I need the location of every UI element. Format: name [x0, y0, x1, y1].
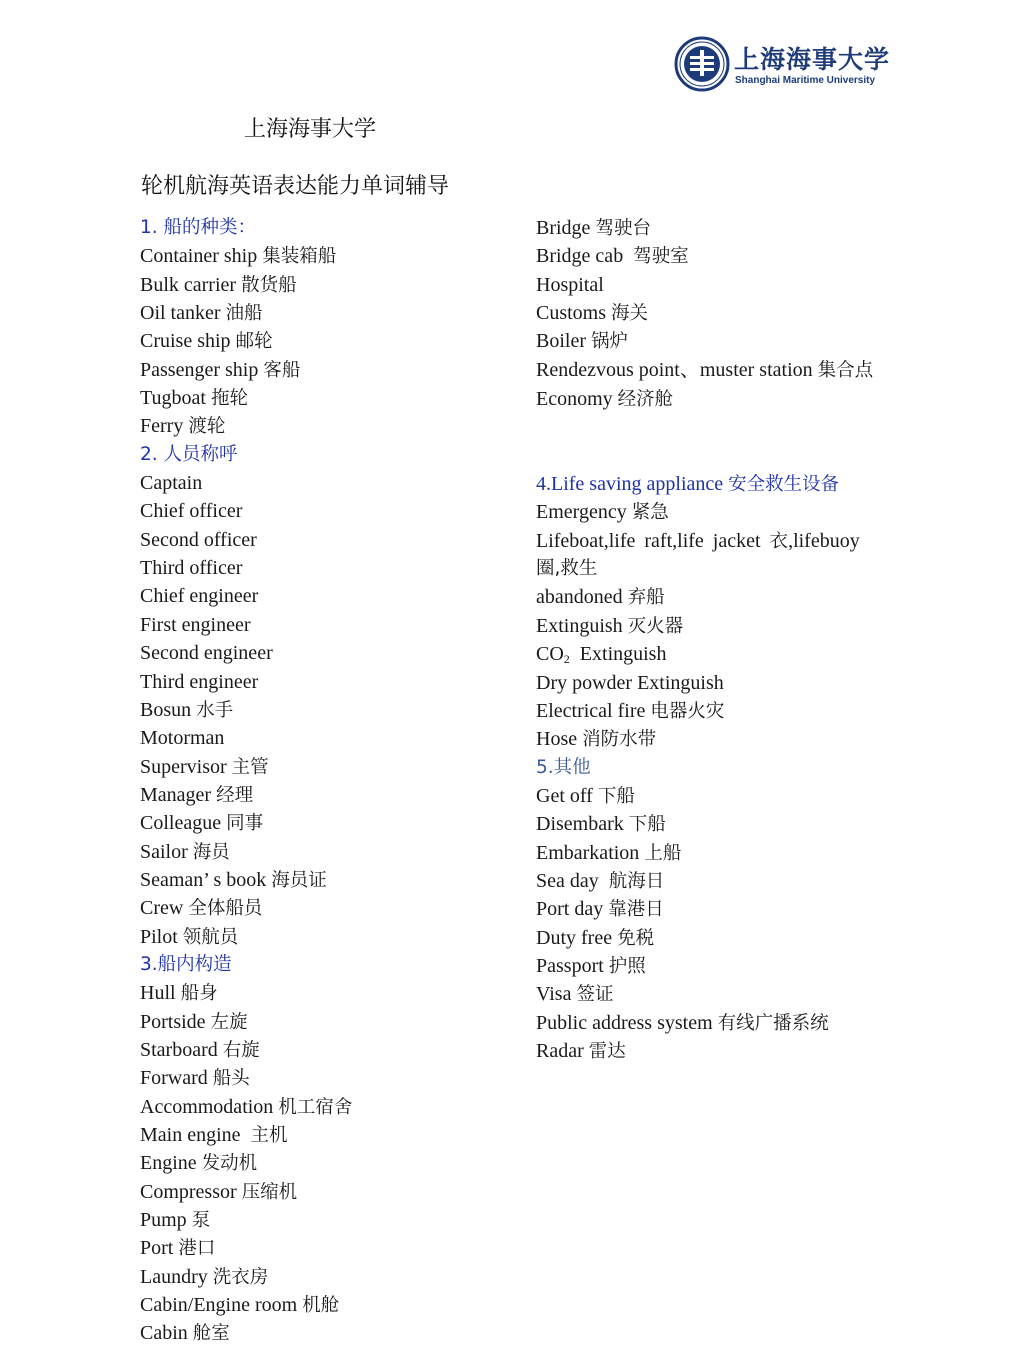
vocab-chinese: 驾驶室	[633, 246, 689, 268]
co2-subscript: 2	[563, 652, 570, 667]
vocab-english: Engine	[140, 1152, 197, 1175]
vocab-item	[140, 923, 520, 951]
vocab-item-economy	[536, 385, 896, 413]
vocab-chinese: 弃船	[627, 587, 665, 609]
vocab-chinese: 洗衣房	[212, 1266, 269, 1288]
vocab-chinese: 海员证	[271, 869, 327, 891]
vocab-english: Compressor	[140, 1180, 237, 1203]
vocab-english: Embarkation	[536, 841, 640, 864]
vocab-item	[140, 1319, 520, 1347]
vocab-english: Boiler	[536, 330, 586, 353]
vocab-english: Third officer	[140, 557, 243, 580]
vocab-english: Passport	[536, 954, 604, 977]
vocab-english: Tugboat	[140, 387, 206, 410]
vocab-english: CO	[536, 643, 564, 666]
vocab-item	[140, 781, 520, 809]
vocab-english: Forward	[140, 1067, 208, 1090]
vocab-chinese: 海员	[192, 841, 230, 863]
vocab-english: Get off	[536, 784, 593, 807]
vocab-chinese: 电器火灾	[650, 700, 725, 722]
vocab-english: Captain	[140, 472, 203, 495]
blank-line	[536, 413, 896, 441]
vocab-english: Oil tanker	[140, 302, 221, 325]
vocab-english: Ferry	[140, 415, 184, 438]
vocab-item	[140, 1291, 520, 1319]
vocab-english: Port day	[536, 898, 604, 921]
vocab-item	[140, 356, 520, 384]
vocab-english: Pump	[140, 1209, 187, 1232]
vocab-item	[536, 583, 896, 611]
vocab-english: Sailor	[140, 840, 188, 863]
vocab-english: Duty free	[536, 926, 613, 949]
university-seal-icon	[674, 36, 730, 92]
vocab-english: Customs	[536, 302, 607, 325]
section-2-heading: 2. 人员称呼	[140, 443, 238, 465]
vocab-chinese: 雷达	[588, 1040, 626, 1062]
vocab-item	[536, 299, 896, 327]
vocab-english: Bridge	[536, 217, 591, 239]
section-3-list	[140, 979, 520, 1347]
vocab-item	[140, 526, 520, 554]
vocab-chinese: 船头	[212, 1068, 250, 1090]
vocab-item	[140, 611, 520, 639]
vocab-chinese: 海关	[611, 303, 649, 325]
vocab-item	[140, 1234, 520, 1262]
vocab-chinese: 上船	[644, 842, 682, 864]
vocab-item	[536, 924, 896, 952]
vocab-chinese: 拖轮	[210, 388, 248, 410]
vocab-item	[140, 838, 520, 866]
vocab-chinese: 压缩机	[241, 1181, 298, 1203]
vocab-item	[536, 327, 896, 355]
vocab-item	[140, 1149, 520, 1177]
vocab-item	[140, 1093, 520, 1121]
vocab-item	[140, 327, 520, 355]
vocab-item	[140, 1008, 520, 1036]
vocab-english: Bulk carrier	[140, 273, 237, 296]
vocab-english: Passenger ship	[140, 358, 259, 381]
vocab-chinese: 油船	[225, 303, 263, 325]
section-4-continued-list	[536, 669, 896, 754]
vocab-english: Manager	[140, 783, 212, 806]
left-column	[140, 214, 520, 1348]
vocab-english: Dry powder Extinguish	[536, 671, 724, 694]
vocab-item	[536, 980, 896, 1008]
vocab-english: Emergency	[536, 501, 627, 524]
vocab-chinese: 领航员	[182, 926, 239, 948]
vocab-chinese: 经济舱	[617, 389, 674, 411]
vocab-chinese: 散货船	[241, 274, 297, 296]
vocab-chinese: 右旋	[222, 1039, 260, 1061]
vocab-item	[536, 697, 896, 725]
section-3-continued-list	[536, 214, 896, 356]
vocab-item	[140, 299, 520, 327]
vocab-chinese: 泵	[191, 1210, 211, 1232]
vocab-chinese: 船身	[180, 983, 218, 1005]
vocab-item	[536, 952, 896, 980]
vocab-item	[140, 724, 520, 752]
vocab-item	[536, 725, 896, 753]
vocab-chinese: 客船	[263, 359, 301, 381]
vocab-english: Hospital	[536, 273, 604, 296]
vocab-english: Chief engineer	[140, 585, 259, 608]
vocab-item	[140, 696, 520, 724]
vocab-chinese: 邮轮	[235, 331, 273, 353]
vocab-item-lifeboat-cont: 圈,救生	[536, 558, 598, 580]
vocab-english: Rendezvous point、muster station	[536, 358, 813, 381]
vocab-english: Sea day	[536, 869, 604, 892]
vocab-item	[536, 612, 896, 640]
vocab-english: Laundry	[140, 1265, 208, 1288]
vocab-english: abandoned	[536, 586, 623, 609]
section-5-heading: 5.其他	[536, 756, 591, 778]
vocab-english: Second officer	[140, 528, 257, 551]
vocab-item	[140, 497, 520, 525]
vocab-item	[140, 412, 520, 440]
vocab-item	[536, 271, 896, 299]
vocab-english: Accommodation	[140, 1095, 274, 1118]
vocab-english: Crew	[140, 897, 184, 920]
vocab-chinese: 消防水带	[582, 729, 657, 751]
vocab-english: Port	[140, 1237, 174, 1260]
vocab-english: Starboard	[140, 1038, 218, 1061]
section-1-heading: 1. 船的种类：	[140, 217, 257, 238]
vocab-english: Radar	[536, 1039, 584, 1062]
vocab-english: Cruise ship	[140, 330, 231, 353]
vocab-english: Economy	[536, 388, 613, 411]
section-1-list	[140, 242, 520, 440]
logo-chinese-name: 上海海事大学	[734, 45, 891, 74]
vocab-item	[140, 1121, 520, 1149]
vocab-chinese: 集合点	[817, 359, 874, 381]
vocab-english: Motorman	[140, 727, 225, 750]
vocab-english: Electrical fire	[536, 699, 646, 722]
vocab-item-lifeboat	[536, 527, 896, 555]
vocab-chinese: 下船	[597, 785, 635, 807]
vocab-english: Hose	[536, 728, 578, 751]
vocab-chinese: 舱室	[192, 1323, 230, 1345]
vocab-item-rendezvous	[536, 356, 896, 385]
vocab-item	[140, 1178, 520, 1206]
vocab-chinese: 渡轮	[188, 416, 226, 438]
vocab-english: Bridge cab	[536, 245, 629, 268]
vocab-item	[140, 1064, 520, 1092]
vocab-item	[140, 582, 520, 610]
vocab-chinese: 护照	[608, 955, 646, 977]
section-4-heading-cn: 安全救生设备	[728, 474, 840, 496]
vocab-english: Cabin/Engine room	[140, 1294, 298, 1317]
vocab-english: ,lifebuoy	[788, 529, 860, 552]
vocab-chinese: 有线广播系统	[717, 1012, 829, 1034]
vocab-item	[536, 214, 896, 242]
vocab-chinese: 水手	[196, 699, 234, 721]
vocab-english: Bosun	[140, 698, 192, 721]
section-4-heading	[536, 470, 896, 498]
vocab-chinese: 紧急	[631, 502, 669, 524]
document-subtitle: 轮机航海英语表达能力单词辅导	[141, 174, 450, 199]
vocab-chinese: 灭火器	[627, 615, 684, 637]
vocab-chinese: 经理	[216, 784, 254, 806]
vocab-item	[140, 384, 520, 412]
vocab-chinese: 衣	[769, 530, 789, 552]
vocab-item	[536, 782, 896, 810]
university-logo	[674, 36, 894, 96]
vocab-item	[140, 469, 520, 497]
vocab-item	[140, 554, 520, 582]
section-4-heading-en: 4.Life saving appliance	[536, 473, 724, 496]
vocab-chinese: 发动机	[201, 1153, 258, 1175]
vocab-item	[536, 242, 896, 270]
section-3-heading: 3.船内构造	[140, 953, 232, 975]
vocab-chinese: 左旋	[210, 1011, 248, 1033]
vocab-item	[140, 668, 520, 696]
vocab-english: Third engineer	[140, 670, 259, 693]
vocab-item	[140, 639, 520, 667]
vocab-english: Extinguish	[569, 643, 667, 666]
right-column	[536, 214, 896, 1065]
blank-line	[536, 442, 896, 470]
vocab-item	[140, 979, 520, 1007]
vocab-english: Main engine	[140, 1124, 246, 1146]
vocab-english: Lifeboat,life raft,life jacket	[536, 529, 761, 552]
vocab-chinese: 主管	[231, 756, 269, 778]
vocab-english: Visa	[536, 983, 572, 1006]
vocab-chinese: 全体船员	[188, 898, 263, 920]
vocab-chinese: 免税	[617, 927, 655, 949]
vocab-item-co2	[536, 640, 896, 668]
vocab-item	[140, 894, 520, 922]
vocab-english: Hull	[140, 982, 176, 1005]
vocab-english: Seaman’ s book	[140, 868, 267, 891]
vocab-chinese: 航海日	[608, 870, 665, 892]
section-2-list	[140, 469, 520, 951]
logo-english-name: Shanghai Maritime University	[735, 75, 876, 86]
vocab-chinese: 港口	[178, 1238, 216, 1260]
vocab-chinese: 机工宿舍	[278, 1096, 353, 1118]
vocab-item	[140, 1263, 520, 1291]
vocab-item-emergency	[536, 498, 896, 526]
vocab-chinese: 锅炉	[591, 331, 629, 353]
vocab-item	[536, 867, 896, 895]
vocab-item	[536, 810, 896, 838]
vocab-chinese: 主机	[250, 1125, 288, 1146]
vocab-item	[140, 1036, 520, 1064]
vocab-english: Portside	[140, 1010, 206, 1033]
vocab-item	[140, 1206, 520, 1234]
vocab-item	[140, 809, 520, 837]
vocab-chinese: 签证	[576, 984, 614, 1006]
vocab-item	[536, 669, 896, 697]
vocab-chinese: 驾驶台	[595, 218, 651, 239]
vocab-english: Extinguish	[536, 614, 623, 637]
vocab-english: Public address system	[536, 1011, 713, 1034]
section-4-list	[536, 583, 896, 640]
vocab-english: Colleague	[140, 812, 222, 835]
document-title: 上海海事大学	[244, 117, 377, 142]
vocab-item	[536, 1037, 896, 1065]
vocab-item	[536, 839, 896, 867]
vocab-english: Pilot	[140, 925, 178, 948]
vocab-english: Cabin	[140, 1322, 188, 1345]
vocab-chinese: 同事	[226, 813, 264, 835]
vocab-english: First engineer	[140, 613, 251, 636]
vocab-chinese: 靠港日	[608, 899, 664, 921]
vocab-item	[140, 753, 520, 781]
section-5-list	[536, 782, 896, 1065]
vocab-english: Supervisor	[140, 755, 227, 778]
vocab-english: Container ship	[140, 245, 258, 268]
vocab-item	[536, 895, 896, 923]
vocab-chinese: 下船	[628, 814, 666, 836]
vocab-chinese: 集装箱船	[262, 246, 337, 268]
vocab-english: Chief officer	[140, 500, 243, 523]
vocab-english: Disembark	[536, 813, 624, 836]
vocab-item	[140, 271, 520, 299]
vocab-chinese: 机舱	[302, 1295, 340, 1317]
vocab-item	[140, 242, 520, 270]
vocab-item	[536, 1009, 896, 1037]
vocab-english: Second engineer	[140, 642, 273, 665]
vocab-item	[140, 866, 520, 894]
